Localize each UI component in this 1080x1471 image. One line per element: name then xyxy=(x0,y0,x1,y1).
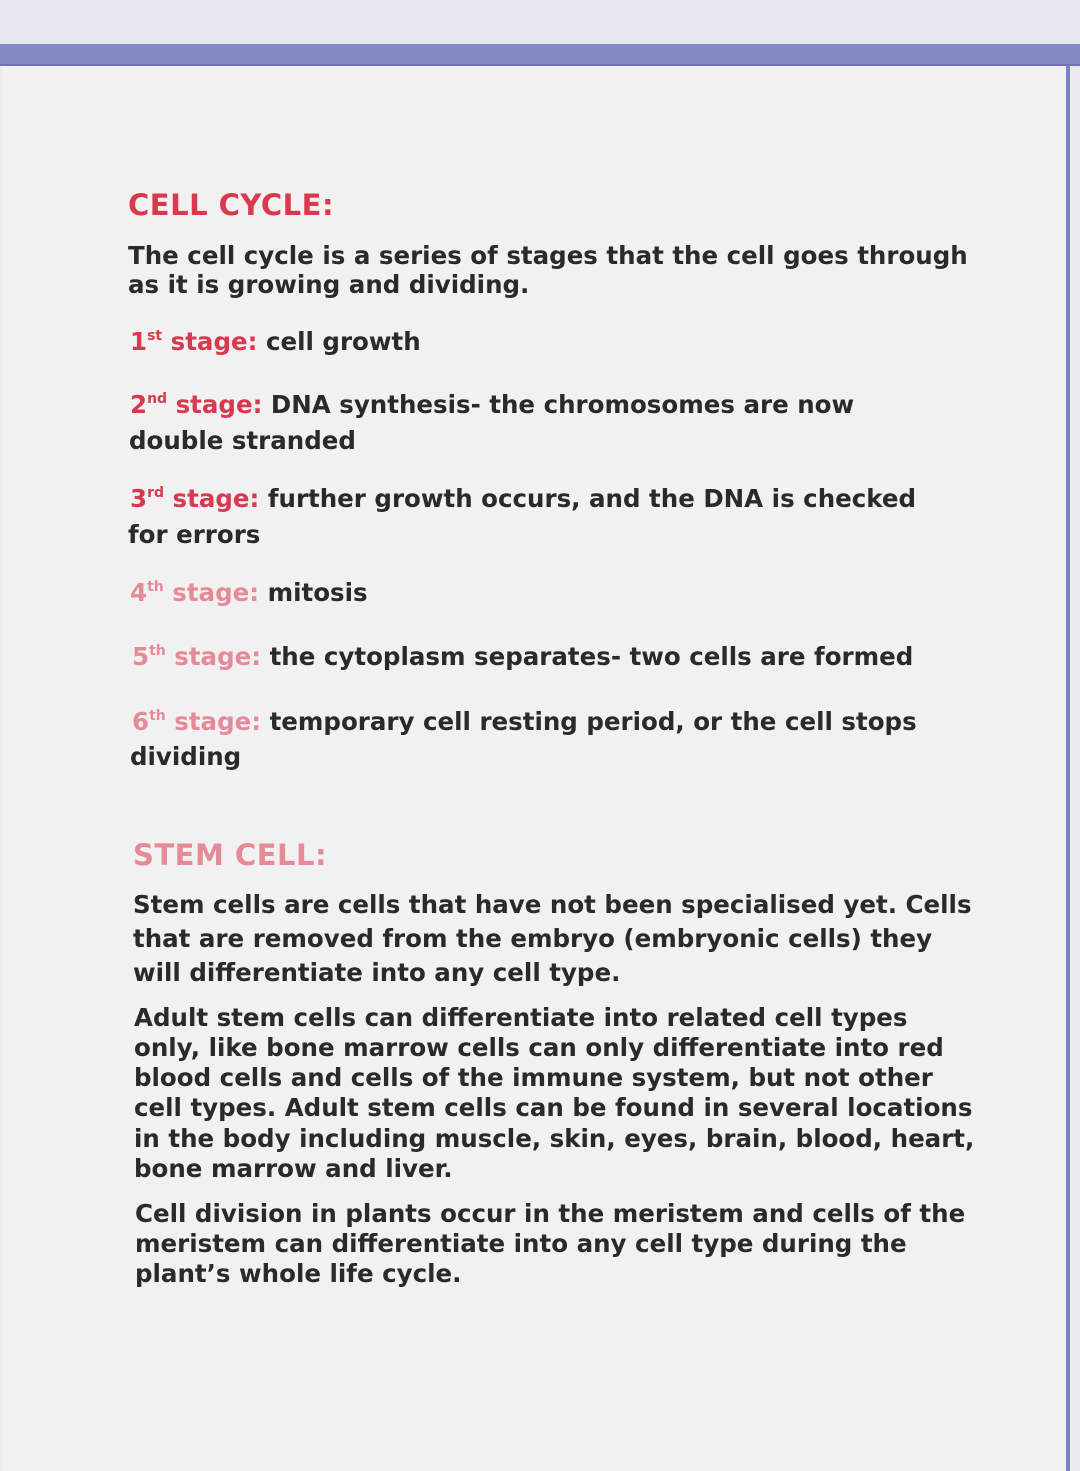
stage-2 xyxy=(130,390,854,420)
stage-3 xyxy=(130,484,916,514)
stem-cell-heading: STEM CELL: xyxy=(133,838,328,872)
stem-para-3-line-2: meristem can differentiate into any cell type during the xyxy=(135,1229,907,1258)
cell-cycle-intro-line-2: as it is growing and dividing. xyxy=(128,270,530,299)
stage-4-label: 4th stage: xyxy=(130,578,260,607)
stage-3-text: further growth occurs, and the DNA is checked xyxy=(267,484,917,513)
stage-4 xyxy=(130,578,368,608)
stage-5-text: the cytoplasm separates- two cells are formed xyxy=(269,642,914,671)
stem-para-1-line-1: Stem cells are cells that have not been specialised yet. Cells xyxy=(133,890,972,919)
stage-5 xyxy=(132,642,913,672)
stage-2-text: DNA synthesis- the chromosomes are now xyxy=(270,390,855,419)
stage-6-text-line-2: dividing xyxy=(130,742,242,771)
stem-para-1-line-3: will differentiate into any cell type. xyxy=(133,958,621,987)
stage-1-label: 1st stage: xyxy=(130,327,258,356)
stage-3-label: 3rd stage: xyxy=(130,484,260,513)
stage-6 xyxy=(132,707,917,737)
cell-cycle-heading: CELL CYCLE: xyxy=(128,188,335,222)
header-bar xyxy=(0,44,1080,66)
stem-para-2-line-5: in the body including muscle, skin, eyes, brain, blood, heart, xyxy=(134,1124,975,1153)
stage-5-label: 5th stage: xyxy=(132,642,262,671)
stem-para-2-line-2: only, like bone marrow cells can only differentiate into red xyxy=(134,1033,944,1062)
stem-para-3-line-1: Cell division in plants occur in the meristem and cells of the xyxy=(135,1199,966,1228)
stage-1-text: cell growth xyxy=(265,327,421,356)
stage-2-label: 2nd stage: xyxy=(130,390,263,419)
cell-cycle-intro-line-1: The cell cycle is a series of stages that the cell goes through xyxy=(128,241,968,270)
stage-4-text: mitosis xyxy=(267,578,368,607)
stem-para-2-line-6: bone marrow and liver. xyxy=(134,1154,453,1183)
document-content xyxy=(2,66,1070,1471)
stem-para-2-line-1: Adult stem cells can differentiate into related cell types xyxy=(134,1003,908,1032)
document-page xyxy=(2,66,1070,1471)
stage-1 xyxy=(130,327,421,357)
stage-3-text-line-2: for errors xyxy=(128,520,261,549)
top-strip xyxy=(0,0,1080,45)
stem-para-2-line-3: blood cells and cells of the immune system, but not other xyxy=(134,1063,933,1092)
stage-6-label: 6th stage: xyxy=(132,707,262,736)
stem-para-2-line-4: cell types. Adult stem cells can be found in several locations xyxy=(134,1093,973,1122)
stage-2-text-line-2: double stranded xyxy=(129,426,356,455)
stem-para-1-line-2: that are removed from the embryo (embryonic cells) they xyxy=(133,924,933,953)
stem-para-3-line-3: plant’s whole life cycle. xyxy=(135,1259,462,1288)
stage-6-text: temporary cell resting period, or the cell stops xyxy=(269,707,917,736)
